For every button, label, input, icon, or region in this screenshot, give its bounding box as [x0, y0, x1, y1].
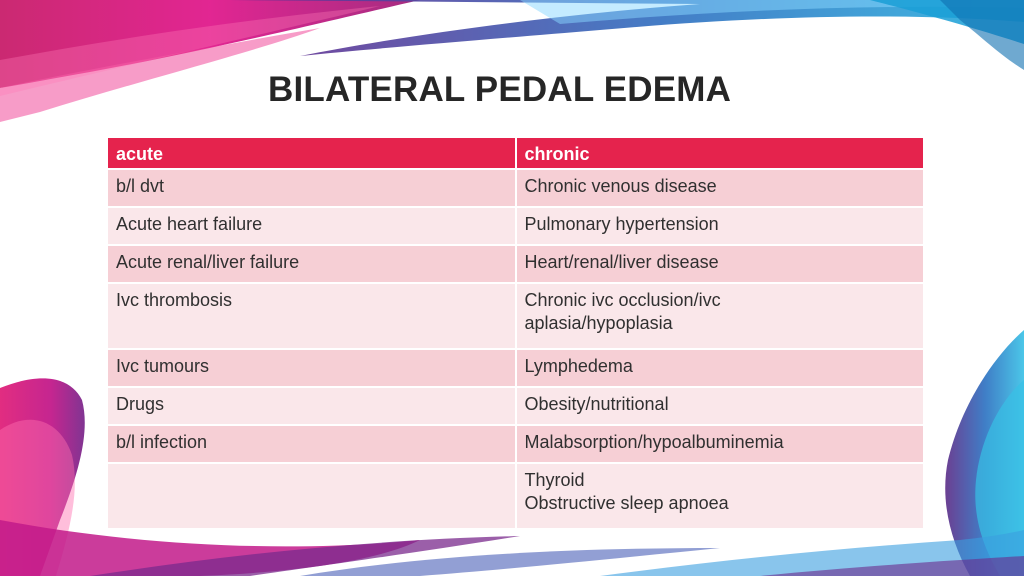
chronic-cell-line: Malabsorption/hypoalbuminemia: [524, 432, 784, 452]
chronic-cell-line: Obstructive sleep apnoea: [524, 493, 729, 513]
chronic-cell-line: aplasia/hypoplasia: [524, 313, 673, 333]
chronic-cell: [516, 387, 925, 425]
table-row: [107, 463, 924, 529]
acute-cell: Acute renal/liver failure: [107, 245, 516, 283]
acute-cell: b/l dvt: [107, 169, 516, 207]
chronic-cell-line: Lymphedema: [524, 356, 633, 376]
chronic-cell-line: Obesity/nutritional: [524, 394, 669, 414]
acute-cell: Ivc thrombosis: [107, 283, 516, 349]
header-acute: acute: [107, 137, 516, 169]
table-row: [107, 245, 924, 283]
chronic-cell: [516, 283, 925, 349]
table-row: [107, 283, 924, 349]
acute-cell: [107, 463, 516, 529]
table-row: [107, 425, 924, 463]
chronic-cell-line: Heart/renal/liver disease: [524, 252, 719, 272]
chronic-cell-line: Chronic ivc occlusion/ivc: [524, 290, 721, 310]
header-chronic: chronic: [516, 137, 925, 169]
acute-cell: b/l infection: [107, 425, 516, 463]
table-header-row: [107, 137, 924, 169]
table-row: [107, 169, 924, 207]
acute-cell: Ivc tumours: [107, 349, 516, 387]
chronic-cell: [516, 349, 925, 387]
chronic-cell: [516, 463, 925, 529]
edema-causes-table: [106, 136, 925, 530]
table-row: [107, 349, 924, 387]
chronic-cell-line: Chronic venous disease: [524, 176, 717, 196]
chronic-cell-line: Pulmonary hypertension: [524, 214, 719, 234]
chronic-cell: [516, 425, 925, 463]
acute-cell: Acute heart failure: [107, 207, 516, 245]
chronic-cell-line: Thyroid: [524, 470, 585, 490]
acute-cell: Drugs: [107, 387, 516, 425]
table-row: [107, 207, 924, 245]
slide-title: BILATERAL PEDAL EDEMA: [268, 70, 732, 109]
chronic-cell: [516, 245, 925, 283]
chronic-cell: [516, 169, 925, 207]
table-row: [107, 387, 924, 425]
chronic-cell: [516, 207, 925, 245]
